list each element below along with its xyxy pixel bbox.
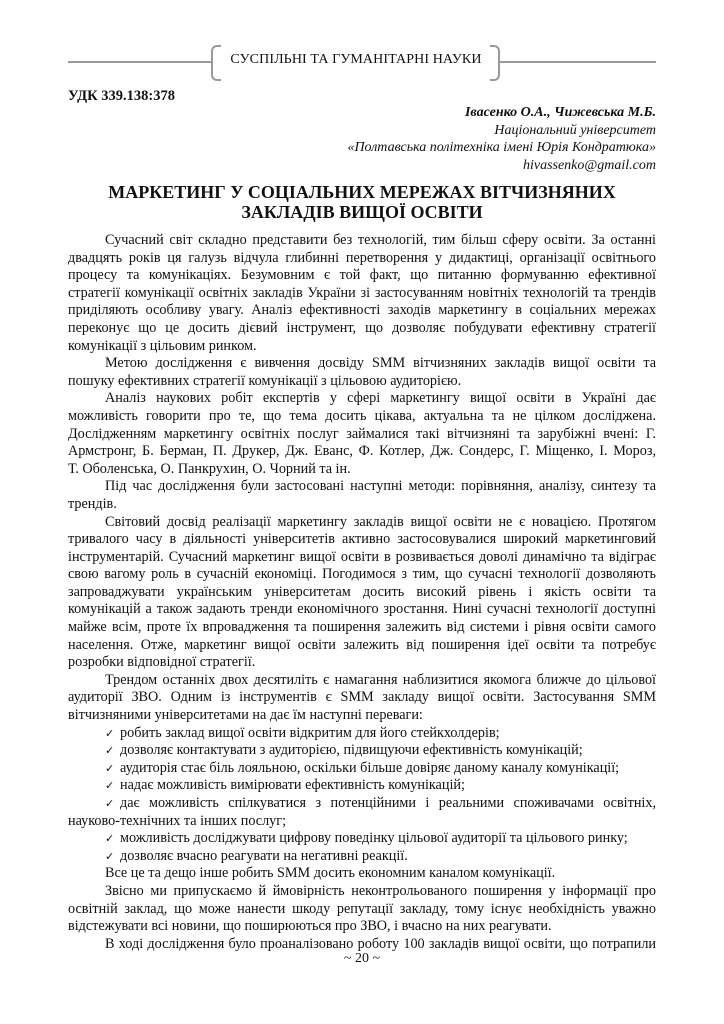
title-line-2: ЗАКЛАДІВ ВИЩОЇ ОСВІТИ [241,202,483,222]
page-number: ~ 20 ~ [343,951,381,966]
text-line: Під час дослідження були застосовані наступні методи: порівняння, аналізу, синтезу та [105,478,656,495]
running-header [0,40,724,84]
text-line: розробки відповідної стратегії. [68,654,256,671]
text-line: освітній заклад, що може нанести шкоду репутації закладу, тому існує необхідність уважно [68,900,656,917]
check-icon: ✓ [105,779,115,793]
bullet-text: аудиторія стає біль лояльною, оскільки більше довіряє даному каналу комунікації; [120,759,620,776]
affiliation-line-2: «Полтавська політехніка імені Юрія Кондратюка» [347,140,656,155]
text-line [68,742,656,760]
text-line [68,848,656,866]
header-bracket-right [490,45,500,81]
text-line: науково-технічних та інших послуг; [68,812,287,829]
text-line: тривалого часу в діяльності університетів активно застосовувалися широкий маркетинговий [68,531,656,548]
text-line [68,760,656,778]
bullet-text: дозволяє контактувати з аудиторією, підвищуючи ефективність комунікацій; [120,742,583,759]
paragraph [68,514,656,672]
text-line: Т. Оболенська, О. Панкрухин, О. Чорний та ін. [68,460,351,477]
text-line [68,777,656,795]
text-line: Світовий досвід реалізації маркетингу закладів вищої освіти не є новацією. Протягом [105,513,656,530]
bullet-item [68,830,656,848]
paragraph [68,478,656,513]
text-line: стратегії комунікації освітніх закладів України зі застосуванням новітніх технологій та трендів [68,284,656,301]
author-names: Івасенко О.А., Чижевська М.Б. [464,105,656,120]
paragraph [68,672,656,725]
text-line: комунікації з цільовим ринком. [68,337,257,354]
text-line: трендів. [68,495,117,512]
text-line: Аналіз наукових робіт експертів у сфері маркетингу вищої освіти в Україні дає [105,390,656,407]
header-rule-left [68,61,211,63]
paragraph [68,865,656,883]
text-line: переконує що це досить дієвий інструмент, що дозволяє побудувати ефективну стратегії [68,319,656,336]
text-line: інструментарій. Сучасний маркетинг вищої освіти в розвивається доволі динамічно та відіграє [68,548,656,565]
text-line: Метою дослідження є вивчення досвіду SMM вітчизняних закладів вищої освіти та [105,355,656,372]
check-icon: ✓ [105,832,115,846]
bullet-item [68,725,656,743]
check-icon: ✓ [105,761,115,775]
bullet-text: дозволяє вчасно реагувати на негативні реакції. [120,847,408,864]
text-line [68,830,656,848]
article-body [68,232,656,953]
header-rule-right [500,61,656,63]
text-line: населення. Отже, маркетинг вищої освіти залежить від поширення ідеї освіти та потребує [68,636,656,653]
text-line: Звісно ми припускаємо й ймовірність неконтрольованого поширення у інформації про [105,882,656,899]
text-line: запроваджувати українським університетам досить високий рівень і якість освіти та [68,583,656,600]
header-bracket-left [211,45,221,81]
article-title [68,182,656,222]
text-line [68,795,656,813]
text-line: Дослідженням маркетингу освітніх послуг займалися такі вітчизняні та зарубіжні вчені: Г. [68,425,656,442]
bullet-text: дає можливість спілкуватися з потенційними і реальними споживачами освітніх, [120,795,656,811]
text-line: Трендом останніх двох десятиліть є намагання наблизитися якомога ближче до цільової [105,671,656,688]
text-line: комунікацій а також задають тренди економічного зростання. Нині сучасні технології доступні [68,601,656,618]
text-line [68,725,656,743]
check-icon: ✓ [105,849,115,863]
text-line: Армстронг, Б. Берман, П. Друкер, Дж. Еванс, Ф. Котлер, Дж. Сондерс, Г. Міщенко, І. Мороз, [68,443,656,460]
check-icon: ✓ [105,726,115,740]
text-line: Все це та дещо інше робить SMM досить економним каналом комунікації. [105,865,556,882]
paragraph [68,355,656,390]
paragraph [68,883,656,936]
text-line: свою вагому роль в сучасній економіці. Погодимося з тим, що сучасні технології дозволяють [68,566,656,583]
text-line: майже всім, проте їх впровадження та поширення залежить від системи і рівня освіти самого [68,619,656,636]
text-line: аудиторії ЗВО. Одним із інструментів є SMM закладу вищої освіти. Застосування SMM [68,689,656,706]
text-line: відстежувати всі новини, що поширюються про ЗВО, і вчасно на них реагувати. [68,918,552,935]
check-icon: ✓ [105,744,115,758]
author-block [347,104,656,174]
bullet-item [68,742,656,760]
bullet-item [68,795,656,830]
text-line: пошуку ефективних стратегії комунікації з цільовою аудиторією. [68,372,462,389]
title-line-1: МАРКЕТИНГ У СОЦІАЛЬНИХ МЕРЕЖАХ ВІТЧИЗНЯНИХ [108,182,616,202]
udk-code: УДК 339.138:378 [68,88,175,104]
paragraph [68,232,656,355]
text-line: Сучасний світ складно представити без технологій, тим більш сферу освіти. За останні [105,232,656,248]
text-line: приділяють особливу увагу. Аналіз ефективності заходів маркетингу в соціальних мережах [68,302,656,319]
text-line: процесу та комунікаціях. Безумовним є той факт, що питанню формуванню ефективної [68,267,656,284]
paragraph [68,390,656,478]
bullet-item [68,777,656,795]
text-line: можливість говорити про те, що тема досить цікава, актуальна та не цілком досліджена. [68,407,656,424]
text-line: двадцять років ця галузь відчула глибинні перетворення у дидактиці, організації освітнього [68,249,656,266]
bullet-text: можливість досліджувати цифрову поведінку цільової аудиторії та цільового ринку; [120,830,628,847]
bullet-text: робить заклад вищої освіти відкритим для його стейкхолдерів; [120,724,500,741]
text-line: В ході дослідження було проаналізовано роботу 100 закладів вищої освіти, що потрапили [105,935,656,952]
check-icon: ✓ [105,797,115,810]
text-line: вітчизняними університетами на дає їм наступні переваги: [68,707,423,724]
bullet-item [68,760,656,778]
bullet-text: надає можливість вимірювати ефективність комунікацій; [120,777,465,794]
bullet-item [68,848,656,866]
author-email: hivassenko@gmail.com [522,157,656,173]
affiliation-line-1: Національний університет [494,122,656,138]
header-section-title: СУСПІЛЬНІ ТА ГУМАНІТАРНІ НАУКИ [230,52,482,67]
